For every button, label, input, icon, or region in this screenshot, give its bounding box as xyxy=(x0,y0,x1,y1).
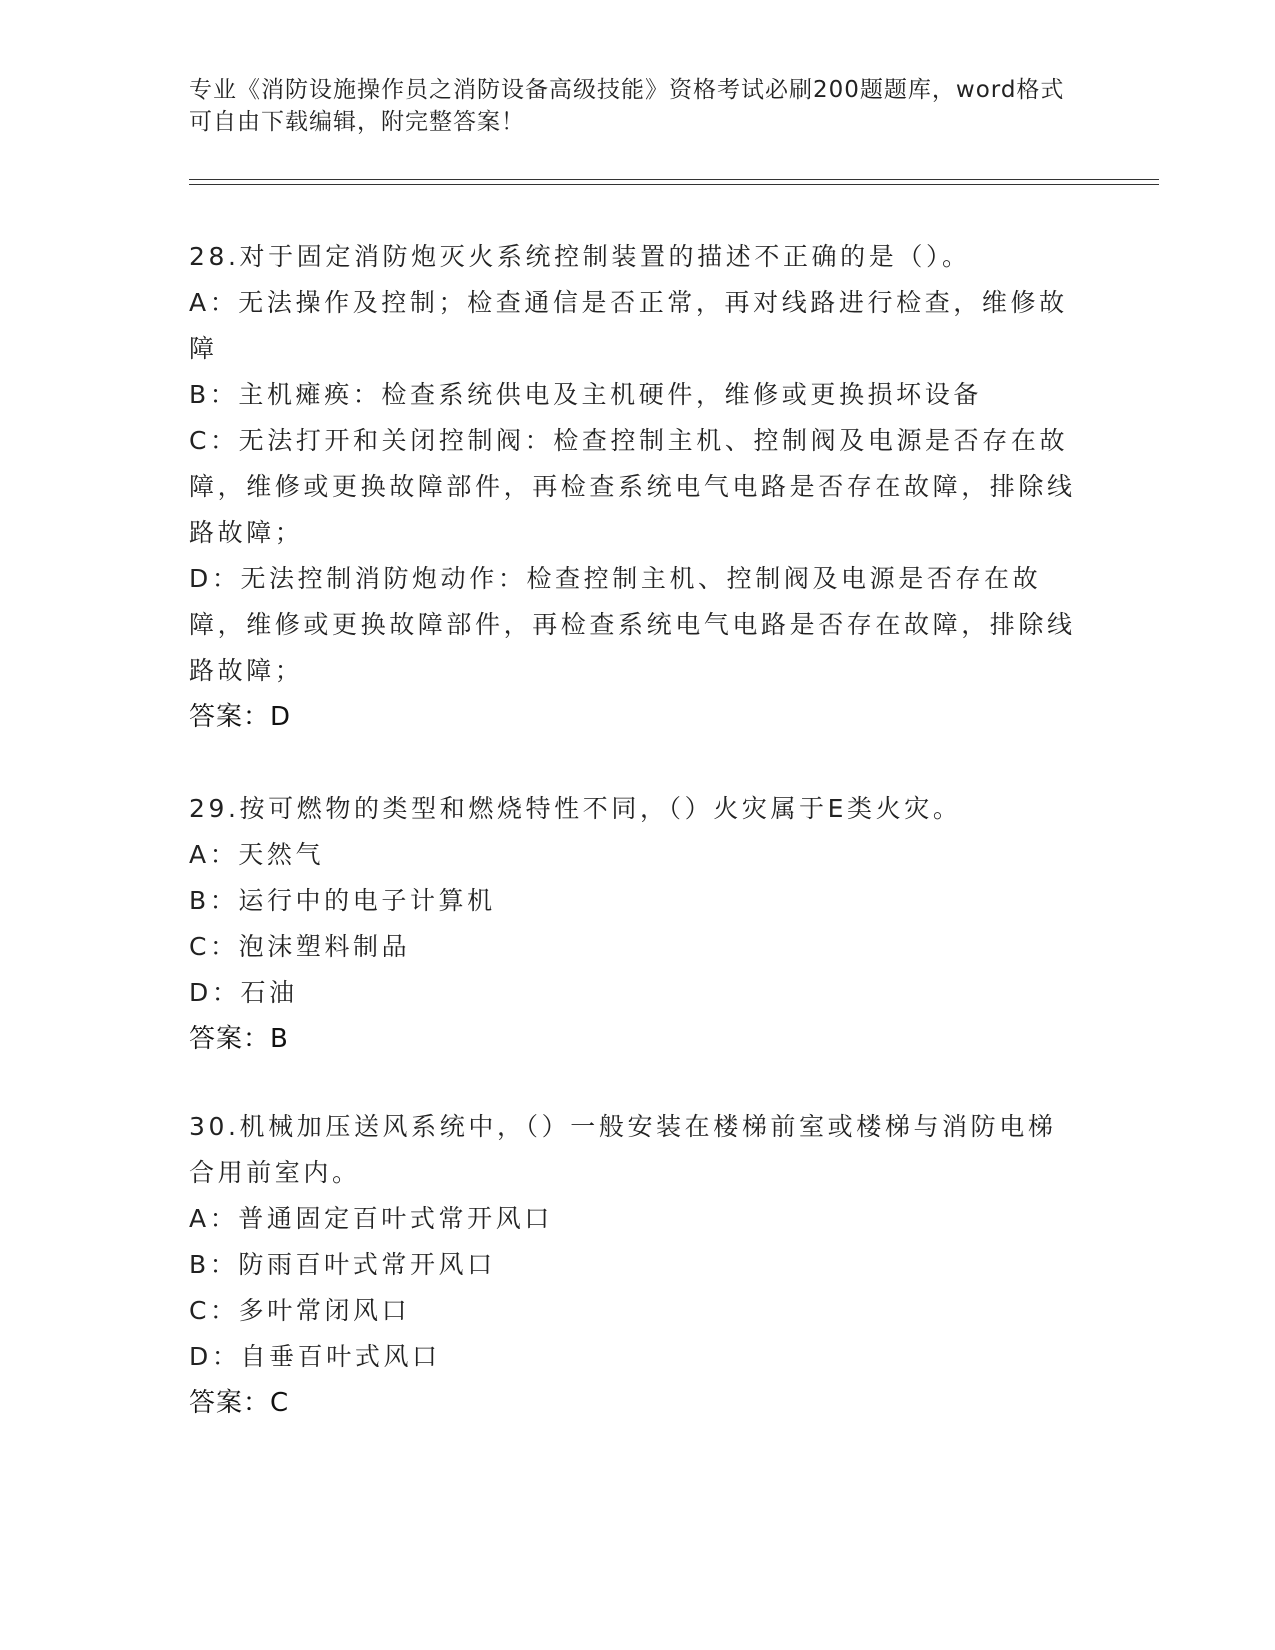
answer-label: 答案：D xyxy=(189,702,292,732)
question-stem: 30.机械加压送风系统中，（）一般安装在楼梯前室或楼梯与消防电梯合用前室内。 xyxy=(189,1112,1057,1187)
question-29 xyxy=(189,786,1079,1062)
question-30 xyxy=(189,1104,1079,1426)
question-28 xyxy=(189,234,1079,740)
question-stem: 28.对于固定消防炮灭火系统控制装置的描述不正确的是（）。 xyxy=(189,242,971,271)
option-d: D：石油 xyxy=(189,978,298,1007)
option-d: D：自垂百叶式风口 xyxy=(189,1342,441,1371)
answer-label: 答案：B xyxy=(189,1024,289,1054)
option-b: B：运行中的电子计算机 xyxy=(189,886,496,915)
option-a: A：普通固定百叶式常开风口 xyxy=(189,1204,553,1233)
document-header: 专业《消防设施操作员之消防设备高级技能》资格考试必刷200题题库，word格式可自由下载编辑，附完整答案！ xyxy=(189,77,1065,135)
header-divider-bottom xyxy=(189,184,1159,185)
question-stem: 29.按可燃物的类型和燃烧特性不同，（）火灾属于E类火灾。 xyxy=(189,794,962,823)
option-c: C：无法打开和关闭控制阀：检查控制主机、控制阀及电源是否存在故障，维修或更换故障部件，再检查系统电气电路是否存在故障，排除线路故障； xyxy=(189,426,1076,547)
option-b: B：防雨百叶式常开风口 xyxy=(189,1250,496,1279)
option-a: A：天然气 xyxy=(189,840,325,869)
option-a: A：无法操作及控制；检查通信是否正常，再对线路进行检查，维修故障 xyxy=(189,288,1068,363)
option-b: B：主机瘫痪：检查系统供电及主机硬件，维修或更换损坏设备 xyxy=(189,380,982,409)
option-c: C：多叶常闭风口 xyxy=(189,1296,411,1325)
option-d: D：无法控制消防炮动作：检查控制主机、控制阀及电源是否存在故障，维修或更换故障部件，再检查系统电气电路是否存在故障，排除线路故障； xyxy=(189,564,1076,685)
header-divider-top xyxy=(189,179,1159,180)
answer-label: 答案：C xyxy=(189,1388,290,1418)
option-c: C：泡沫塑料制品 xyxy=(189,932,411,961)
